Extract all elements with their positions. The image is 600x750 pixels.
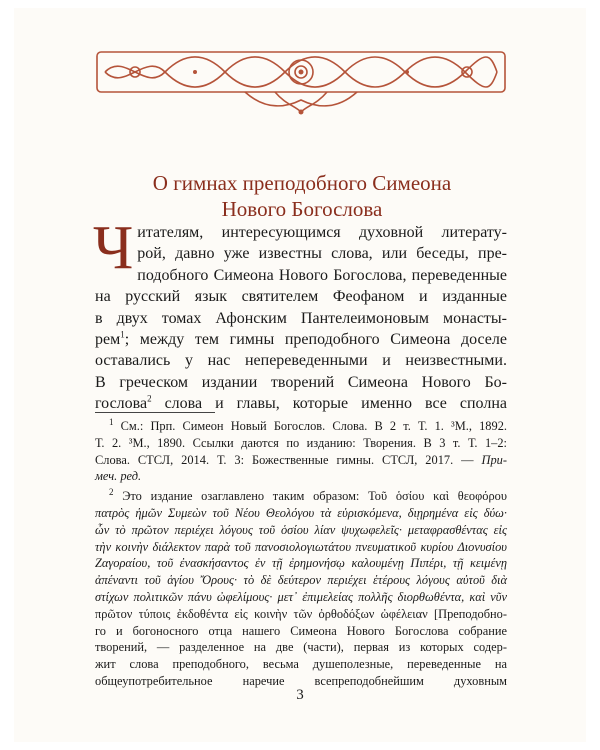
footnote-line (95, 452, 507, 469)
footnote-marker: 2 (109, 487, 114, 498)
text-fragment: ; между тем гимны преподобного Симеона доселе (124, 331, 507, 349)
footnote-line: πρῶτον τύποις ἐκδοθέντα εἰς κοινὴν τῶν ὀρθοδόξων ὠφέλειαν [Преподобно- (95, 606, 507, 621)
footnote-divider (95, 412, 215, 413)
footnote-2 (95, 488, 507, 690)
text-fragment: Это издание озаглавлено таким образом: Τοῦ ὁσίου καὶ θεοφόρου (113, 489, 507, 504)
footnote-line: жит слова преподобного, весьма душеполезные, переведенные на (95, 657, 507, 672)
chapter-title (96, 170, 508, 222)
chapter-title-line-2: Нового Богослова (221, 197, 383, 221)
chapter-title-line-1: О гимнах преподобного Симеона (152, 171, 452, 195)
footnote-ref-1[interactable]: 1 (120, 329, 125, 340)
footnote-marker: 1 (109, 416, 114, 427)
footnote-line: Т. 2. ³М., 1890. Ссылки даются по изданию: Творения. В 3 т. Т. 1–2: (95, 435, 507, 450)
ornament-headpiece-icon (95, 50, 507, 116)
text-fragment: гослова (95, 395, 148, 413)
footnote-line (95, 488, 507, 505)
footnote-line: πατρὸς ἡμῶν Συμεὼν τοῦ Νέου Θεολόγου τὰ εὑρισκόμενα, διῃρημένα εἰς δύω· (95, 505, 507, 520)
footnote-line: го и богоносного отца нашего Симеона Нового Богослова собрание (95, 623, 507, 638)
text-line: подобного Симеона Нового Богослова, переведенные (137, 266, 507, 284)
footnote-line: ὧν τὸ πρῶτον περιέχει λόγους τοῦ ὁσίου λίαν ψυχωφελεῖς· μεταφρασθέντας εἰς (95, 522, 507, 537)
page-number: 3 (296, 687, 304, 703)
text-fragment: Слова. СТСЛ, 2014. Т. 3: Божественные гимны. СТСЛ, 2017. — (95, 452, 482, 467)
text-line: в двух томах Афонским Пантелеимоновым монасты- (95, 309, 507, 327)
footnotes (95, 418, 507, 693)
footnote-1 (95, 418, 507, 485)
text-line: В греческом издании творений Симеона Нового Бо- (95, 373, 507, 391)
text-line: итателям, интересующимся духовной литерату- (137, 224, 507, 241)
text-line: оставались у нас непереведенными и неизвестными. (95, 352, 507, 370)
text-line: на русский язык святителем Феофаном и изданные (95, 288, 507, 306)
footnote-line (95, 418, 507, 435)
footnote-line: τὴν κοινὴν διάλεκτον παρὰ τοῦ πανοσιολογιωτάτου πνευματικοῦ κυρίου Διονυσίου (95, 539, 507, 554)
footnote-line: творений, — разделенное на две (части), первая из которых содер- (95, 640, 507, 655)
footnote-line: общеупотребительное наречие всепреподобнейшим духовным (95, 673, 507, 688)
text-fragment: См.: Прп. Симеон Новый Богослов. Слова. В 2 т. Т. 1. ³М., 1892. (113, 419, 507, 433)
text-fragment: слова и главы, которые именно все сполна (151, 395, 507, 413)
footnote-line: ἀπέναντι τοῦ ἁγίου Ὄρους· τὸ δὲ δεύτερον περιέχει ἑτέρους λόγους αὐτοῦ διὰ (95, 573, 507, 588)
text-line (95, 329, 507, 350)
drop-cap: Ч (93, 214, 134, 282)
footnote-ref-2[interactable]: 2 (147, 393, 152, 404)
text-fragment: рем (95, 331, 121, 349)
text-line: рой, давно уже известны слова, или беседы, пре- (137, 245, 507, 263)
footnote-line: Ζαγοραίου, τοῦ ἐνασκήσαντος ἐν τῇ ἐρημονήσῳ καλουμένῃ Πιπέρι, τῇ κειμένῃ (95, 556, 507, 571)
footnote-line: меч. ред. (95, 469, 142, 484)
footnote-line: στίχων πολιτικῶν πάνυ ὠφελίμους· μετ᾽ ἐπιμελείας πολλῆς διορθωθέντα, καὶ νῦν (95, 589, 507, 604)
main-text (93, 214, 507, 415)
italic-fragment: При- (481, 452, 507, 467)
